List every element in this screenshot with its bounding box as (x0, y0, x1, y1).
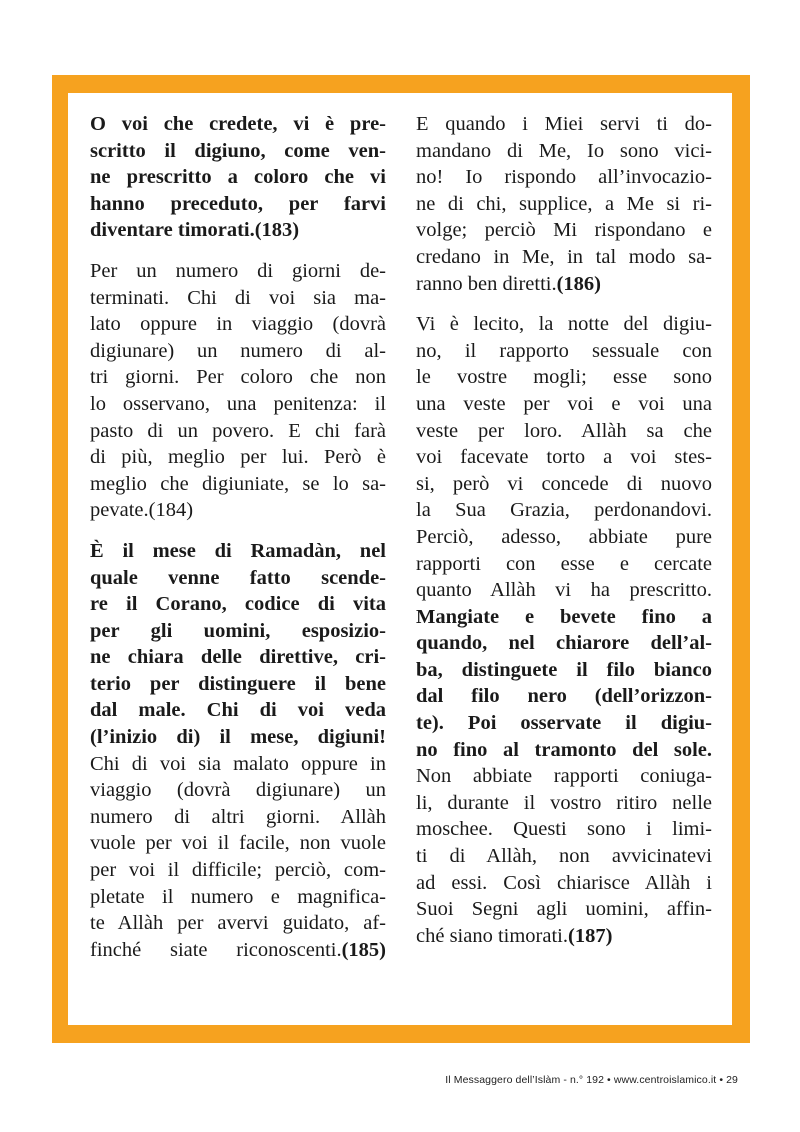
text-line: Mangiate e bevete fino a (416, 605, 712, 628)
text-line: una veste per voi e voi una (416, 392, 712, 415)
verse-187 (416, 311, 712, 949)
text-line: te Allàh per avervi guidato, af- (90, 912, 386, 935)
text-line: quale venne fatto scende- (90, 566, 386, 589)
text-line: quando, nel chiarore dell’al- (416, 632, 712, 655)
text-line: lo osservano, una penitenza: il (90, 392, 386, 415)
text-line: dal filo nero (dell’orizzon- (416, 685, 712, 708)
verse-186 (416, 111, 712, 297)
text-fragment: ché siano timorati. (416, 924, 568, 947)
text-line: pletate il numero e magnifica- (90, 885, 386, 908)
text-line: terio per distinguere il bene (90, 672, 386, 695)
text-fragment: finché siate riconoscenti. (90, 938, 342, 961)
text-line: volge; perciò Mi rispondano e (416, 219, 712, 242)
verse-number: (187) (568, 924, 613, 947)
text-line: digiunare) un numero di al- (90, 339, 386, 362)
verse-number: (186) (556, 272, 602, 295)
text-line: scritto il digiuno, come ven- (90, 139, 386, 162)
text-line: E quando i Miei servi ti do- (416, 113, 712, 135)
text-line: no, il rapporto sessuale con (416, 339, 712, 362)
verse-183 (90, 111, 386, 244)
text-line: di più, meglio per lui. Però è (90, 446, 386, 469)
text-line: ne di chi, supplice, a Me si ri- (416, 192, 712, 215)
text-line: hanno preceduto, per farvi (90, 192, 386, 215)
text-line: quanto Allàh vi ha prescritto. (416, 579, 712, 602)
text-line: no fino al tramonto del sole. (416, 738, 712, 761)
verse-number: (185) (341, 938, 386, 961)
text-line: per voi il difficile; perciò, com- (90, 859, 386, 882)
text-line: credano in Me, in tal modo sa- (416, 245, 712, 268)
verse-185 (90, 538, 386, 964)
text-line: meglio che digiuniate, se lo sa- (90, 472, 386, 495)
text-line-with-ref (416, 923, 712, 950)
right-column (416, 111, 712, 963)
text-line: la Sua Grazia, perdonandovi. (416, 499, 712, 522)
text-line: Per un numero di giorni de- (90, 259, 386, 282)
text-line: ti di Allàh, non avvicinatevi (416, 845, 712, 868)
text-line: re il Corano, codice di vita (90, 593, 386, 616)
text-line: veste per loro. Allàh sa che (416, 419, 712, 442)
page-footer: Il Messaggero dell’Islàm - n.° 192 • www.centroislamico.it • 29 (445, 1074, 738, 1086)
text-line-with-ref (416, 271, 712, 298)
text-line: vuole per voi il facile, non vuole (90, 832, 386, 855)
text-line: si, però vi concede di nuovo (416, 472, 712, 495)
text-line: Perciò, adesso, abbiate pure (416, 525, 712, 548)
text-line: per gli uomini, esposizio- (90, 619, 386, 642)
text-line: Suoi Segni agli uomini, affin- (416, 898, 712, 921)
verse-184 (90, 258, 386, 524)
text-line: moschee. Questi sono i limi- (416, 818, 712, 841)
text-line: li, durante il vostro ritiro nelle (416, 791, 712, 814)
text-line: ne chiara delle direttive, cri- (90, 646, 386, 669)
text-line: Vi è lecito, la notte del digiu- (416, 313, 712, 336)
text-line: ba, distinguete il filo bianco (416, 658, 712, 681)
text-line: mandano di Me, Io sono vici- (416, 139, 712, 162)
text-line: Non abbiate rapporti coniuga- (416, 765, 712, 788)
text-line: (l’inizio di) il mese, digiuni! (90, 726, 386, 749)
text-line: O voi che credete, vi è pre- (90, 113, 386, 135)
text-line: lato oppure in viaggio (dovrà (90, 313, 386, 336)
text-line: dal male. Chi di voi veda (90, 699, 386, 722)
text-fragment: ranno ben diretti. (416, 272, 557, 295)
text-line: numero di altri giorni. Allàh (90, 805, 386, 828)
text-line: viaggio (dovrà digiunare) un (90, 779, 386, 802)
text-line: le vostre mogli; esse sono (416, 366, 712, 389)
text-line: tri giorni. Per coloro che non (90, 366, 386, 389)
text-line: voi facevate torto a voi stes- (416, 446, 712, 469)
text-line: Chi di voi sia malato oppure in (90, 752, 386, 775)
text-line-with-ref (90, 937, 386, 964)
left-column (90, 111, 386, 977)
text-line: ad essi. Così chiarisce Allàh i (416, 871, 712, 894)
text-line: terminati. Chi di voi sia ma- (90, 286, 386, 309)
text-panel (68, 93, 732, 1025)
text-line: te). Poi osservate il digiu- (416, 712, 712, 735)
text-line: no! Io rispondo all’invocazio- (416, 166, 712, 189)
text-line: pevate.(184) (90, 499, 194, 522)
text-line: È il mese di Ramadàn, nel (90, 539, 386, 562)
text-line: diventare timorati.(183) (90, 219, 300, 242)
text-line: pasto di un povero. E chi farà (90, 419, 386, 442)
text-line: rapporti con esse e cercate (416, 552, 712, 575)
text-line: ne prescritto a coloro che vi (90, 166, 386, 189)
